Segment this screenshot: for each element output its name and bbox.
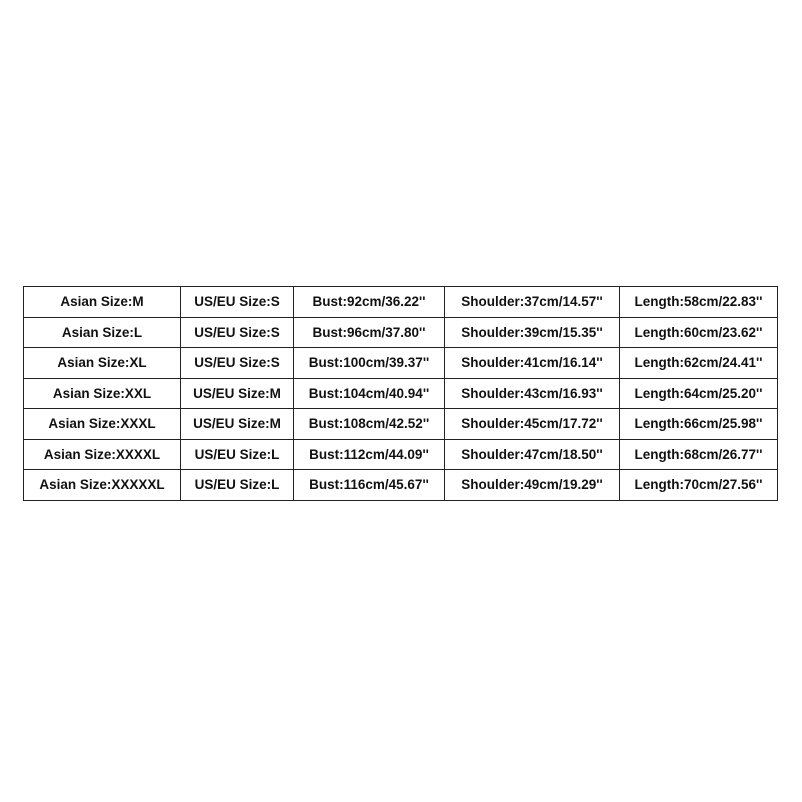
table-row	[24, 378, 778, 409]
shoulder-cell: Shoulder:43cm/16.93''	[445, 378, 620, 409]
us-eu-size-cell: US/EU Size:S	[181, 348, 294, 379]
bust-cell: Bust:104cm/40.94''	[294, 378, 445, 409]
length-cell: Length:64cm/25.20''	[620, 378, 778, 409]
shoulder-cell: Shoulder:45cm/17.72''	[445, 409, 620, 440]
us-eu-size-cell: US/EU Size:M	[181, 378, 294, 409]
table-row	[24, 348, 778, 379]
asian-size-cell: Asian Size:XXXXL	[24, 439, 181, 470]
size-chart-table	[23, 286, 778, 501]
bust-cell: Bust:92cm/36.22''	[294, 287, 445, 318]
table-row	[24, 409, 778, 440]
length-cell: Length:68cm/26.77''	[620, 439, 778, 470]
length-cell: Length:62cm/24.41''	[620, 348, 778, 379]
bust-cell: Bust:112cm/44.09''	[294, 439, 445, 470]
length-cell: Length:60cm/23.62''	[620, 317, 778, 348]
table-row	[24, 439, 778, 470]
asian-size-cell: Asian Size:M	[24, 287, 181, 318]
shoulder-cell: Shoulder:41cm/16.14''	[445, 348, 620, 379]
us-eu-size-cell: US/EU Size:S	[181, 317, 294, 348]
bust-cell: Bust:116cm/45.67''	[294, 470, 445, 501]
asian-size-cell: Asian Size:XL	[24, 348, 181, 379]
bust-cell: Bust:96cm/37.80''	[294, 317, 445, 348]
size-chart	[23, 286, 777, 501]
shoulder-cell: Shoulder:39cm/15.35''	[445, 317, 620, 348]
bust-cell: Bust:108cm/42.52''	[294, 409, 445, 440]
table-row	[24, 317, 778, 348]
shoulder-cell: Shoulder:49cm/19.29''	[445, 470, 620, 501]
us-eu-size-cell: US/EU Size:S	[181, 287, 294, 318]
asian-size-cell: Asian Size:L	[24, 317, 181, 348]
us-eu-size-cell: US/EU Size:L	[181, 439, 294, 470]
bust-cell: Bust:100cm/39.37''	[294, 348, 445, 379]
shoulder-cell: Shoulder:47cm/18.50''	[445, 439, 620, 470]
us-eu-size-cell: US/EU Size:M	[181, 409, 294, 440]
length-cell: Length:66cm/25.98''	[620, 409, 778, 440]
shoulder-cell: Shoulder:37cm/14.57''	[445, 287, 620, 318]
length-cell: Length:70cm/27.56''	[620, 470, 778, 501]
length-cell: Length:58cm/22.83''	[620, 287, 778, 318]
asian-size-cell: Asian Size:XXL	[24, 378, 181, 409]
us-eu-size-cell: US/EU Size:L	[181, 470, 294, 501]
table-row	[24, 470, 778, 501]
asian-size-cell: Asian Size:XXXL	[24, 409, 181, 440]
asian-size-cell: Asian Size:XXXXXL	[24, 470, 181, 501]
table-row	[24, 287, 778, 318]
